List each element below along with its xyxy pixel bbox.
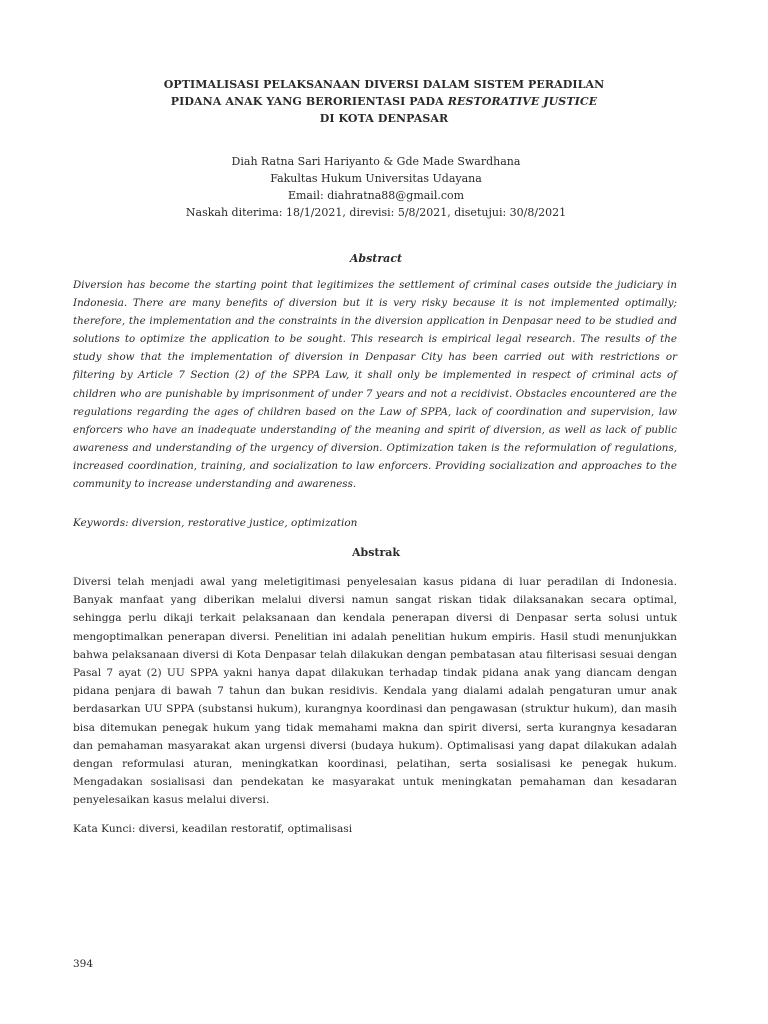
affiliation: Fakultas Hukum Universitas Udayana — [270, 172, 482, 185]
title-line-3: DI KOTA DENPASAR — [319, 112, 449, 125]
title-line-2 — [0, 93, 768, 110]
title-line-2-italic: RESTORATIVE JUSTICE — [447, 95, 598, 108]
title-line-1: OPTIMALISASI PELAKSANAAN DIVERSI DALAM SISTEM PERADILAN — [163, 78, 605, 91]
author-block — [0, 153, 752, 221]
paper-title — [0, 76, 768, 127]
keywords-en: Keywords: diversion, restorative justice, optimization — [73, 517, 358, 529]
page-number: 394 — [73, 958, 94, 970]
abstrak-text: Diversi telah menjadi awal yang meletigitimasi penyelesaian kasus pidana di luar peradilan di Indonesia. Banyak manfaat yang diberikan melalui diversi namun sangat riskan tidak dilaksanakan secara optimal, sehingga perlu dikaji terkait pelaksanaan dan kendala penerapan diversi di Denpasar serta solusi untuk mengoptimalkan penerapan diversi. Penelitian ini adalah penelitian hukum empiris. Hasil studi menunjukkan bahwa pelaksanaan diversi di Kota Denpasar telah dilakukan dengan pembatasan atau filterisasi sesuai dengan Pasal 7 ayat (2) UU SPPA yakni hanya dapat dilakukan terhadap tindak pidana anak yang diancam dengan pidana penjara di bawah 7 tahun dan bukan residivis. Kendala yang dialami adalah pengaturan umur anak berdasarkan UU SPPA (substansi hukum), kurangnya koordinasi dan pengawasan (struktur hukum), dan masih bisa ditemukan penegak hukum yang tidak memahami makna dan spirit diversi, serta kurangnya kesadaran dan pemahaman masyarakat akan urgensi diversi (budaya hukum). Optimalisasi yang dapat dilakukan adalah dengan reformulasi aturan, meningkatkan koordinasi, pelatihan, serta sosialisasi ke penegak hukum. Mengadakan sosialisasi dan pendekatan ke masyarakat untuk meningkatan pemahaman dan kesadaran penyelesaikan kasus melalui diversi. — [73, 576, 677, 807]
authors: Diah Ratna Sari Hariyanto & Gde Made Swardhana — [231, 155, 521, 168]
submission-dates: Naskah diterima: 18/1/2021, direvisi: 5/8/2021, disetujui: 30/8/2021 — [185, 206, 567, 219]
abstrak-heading: Abstrak — [351, 546, 401, 559]
abstract-text: Diversion has become the starting point that legitimizes the settlement of criminal cases outside the judiciary in Indonesia. There are many benefits of diversion but it is very risky because it is not implemented optimally; therefore, the implementation and the constraints in the diversion application in Denpasar need to be studied and solutions to optimize the application to be sought. This research is empirical legal research. The results of the study show that the implementation of diversion in Denpasar City has been carried out with restrictions or filtering by Article 7 Section (2) of the SPPA Law, it shall only be implemented in respect of criminal acts of children who are punishable by imprisonment of under 7 years and not a recidivist. Obstacles encountered are the regulations regarding the ages of children based on the Law of SPPA, lack of coordination and supervision, law enforcers who have an inadequate understanding of the meaning and spirit of diversion, as well as lack of public awareness and understanding of the urgency of diversion. Optimization taken is the reformulation of regulations, increased coordination, training, and socialization to law enforcers. Providing socialization and approaches to the community to increase understanding and awareness. — [73, 279, 677, 491]
abstract-heading: Abstract — [349, 252, 403, 265]
email: Email: diahratna88@gmail.com — [287, 189, 465, 202]
keywords-id: Kata Kunci: diversi, keadilan restoratif, optimalisasi — [73, 823, 353, 835]
title-line-2-text: PIDANA ANAK YANG BERORIENTASI PADA — [170, 95, 448, 108]
